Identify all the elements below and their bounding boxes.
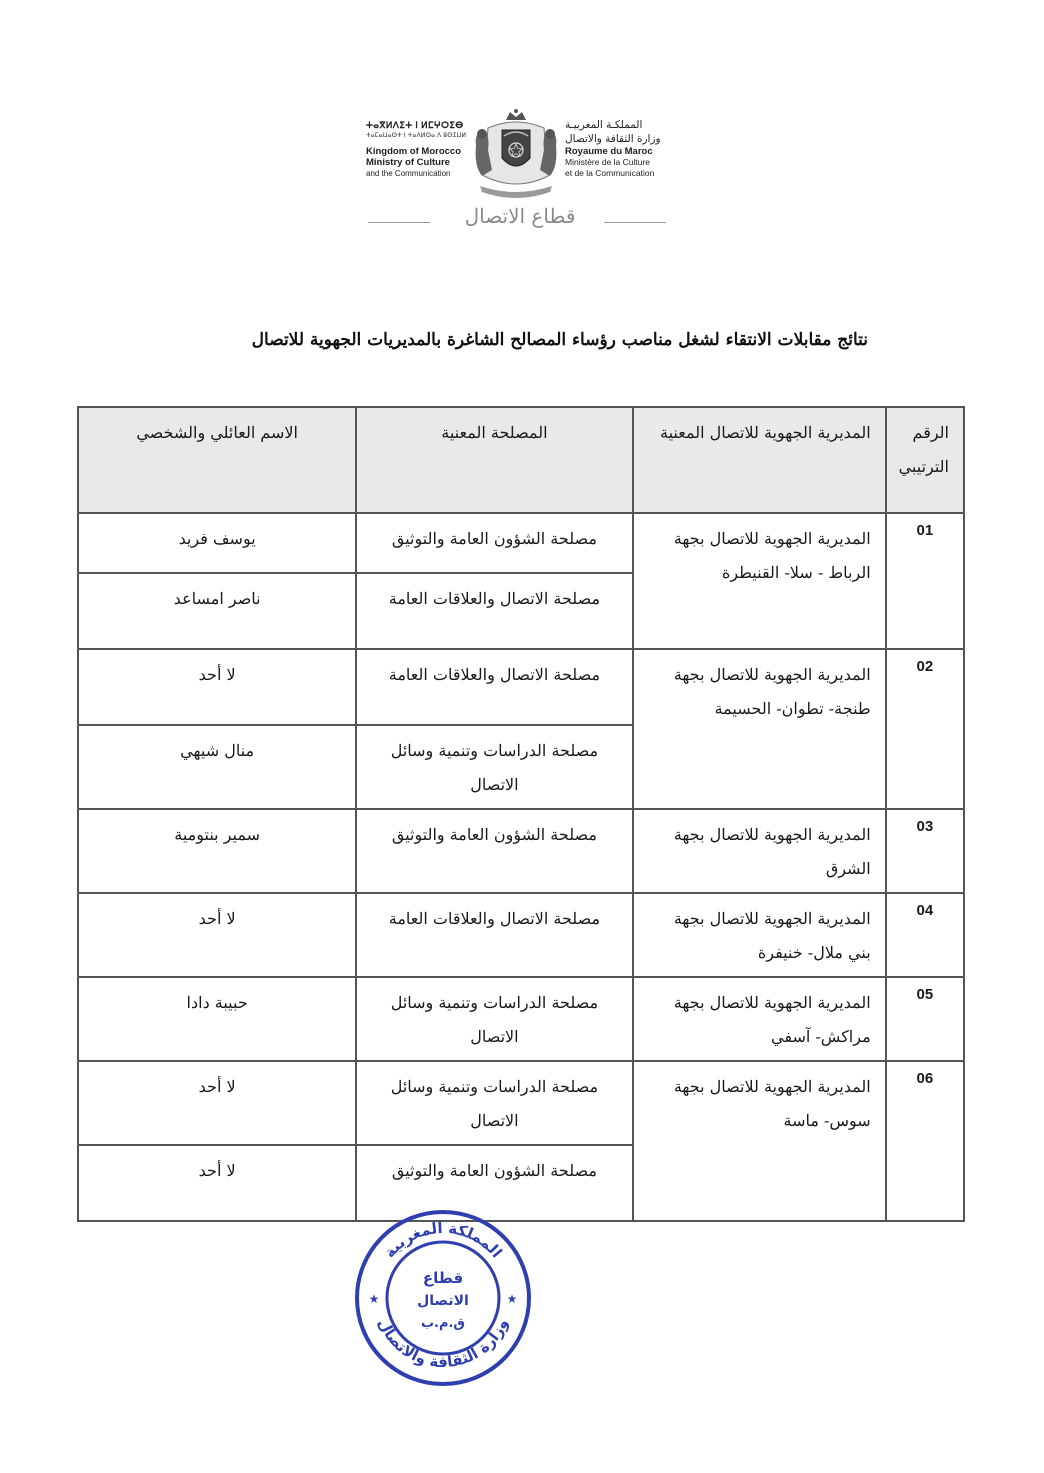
row-directorate: المديرية الجهوية للاتصال بجهة طنجة- تطوان- الحسيمة xyxy=(633,649,886,809)
stamp-star-left-icon: ★ xyxy=(368,1292,380,1306)
row-directorate: المديرية الجهوية للاتصال بجهة سوس- ماسة xyxy=(633,1061,886,1221)
row-service: مصلحة الدراسات وتنمية وسائل الاتصال xyxy=(356,725,632,809)
row-number: 04 xyxy=(886,893,964,977)
row-number: 05 xyxy=(886,977,964,1061)
row-service: مصلحة الدراسات وتنمية وسائل الاتصال xyxy=(356,977,632,1061)
row-number: 02 xyxy=(886,649,964,809)
row-number: 03 xyxy=(886,809,964,893)
sector-line-left xyxy=(368,222,430,223)
stamp-center-line1: قطاع xyxy=(422,1269,464,1287)
row-number: 01 xyxy=(886,513,964,649)
row-service: مصلحة الشؤون العامة والتوثيق xyxy=(356,1145,632,1221)
french-kingdom: Royaume du Maroc xyxy=(565,146,653,157)
row-name: يوسف فريد xyxy=(78,513,356,573)
table-row xyxy=(78,1061,964,1145)
french-ministry: Ministère de la Culture xyxy=(565,157,651,167)
table-row xyxy=(78,809,964,893)
letterhead-left-block xyxy=(366,120,470,179)
sector-label: قطاع الاتصال xyxy=(464,204,576,228)
row-service: مصلحة الاتصال والعلاقات العامة xyxy=(356,573,632,649)
table-row xyxy=(78,977,964,1061)
row-directorate: المديرية الجهوية للاتصال بجهة الشرق xyxy=(633,809,886,893)
tifinagh-kingdom: ⵜⴰⴳⵍⴷⵉⵜ ⵏ ⵍⵎⵖⵔⵉⴱ xyxy=(366,120,464,130)
french-communication: et de la Communication xyxy=(565,168,655,178)
english-kingdom: Kingdom of Morocco xyxy=(366,146,461,157)
table-row xyxy=(78,649,964,725)
header-directorate: المديرية الجهوية للاتصال المعنية xyxy=(633,407,886,513)
row-directorate: المديرية الجهوية للاتصال بجهة الرباط - سلا- القنيطرة xyxy=(633,513,886,649)
stamp-center-line2: الاتصال xyxy=(417,1293,469,1309)
letterhead-right-block xyxy=(565,118,677,179)
arabic-kingdom: المملكـة المغربيـة xyxy=(565,119,643,131)
stamp-center-line3: ق.م.ب xyxy=(420,1316,466,1331)
row-service: مصلحة الشؤون العامة والتوثيق xyxy=(356,513,632,573)
row-name: حبيبة دادا xyxy=(78,977,356,1061)
header-name: الاسم العائلي والشخصي xyxy=(78,407,356,513)
row-number: 06 xyxy=(886,1061,964,1221)
results-table xyxy=(77,406,965,1222)
english-ministry: Ministry of Culture xyxy=(366,157,450,168)
coat-of-arms-icon xyxy=(470,106,562,202)
tifinagh-ministry: ⵜⴰⵎⴰⵡⴰⵙⵜ ⵏ ⵜⴰⴷⵍⵙⴰ ⴷ ⵓⵙⵉⵡⵍ xyxy=(366,133,467,139)
row-service: مصلحة الاتصال والعلاقات العامة xyxy=(356,893,632,977)
letterhead xyxy=(360,106,680,240)
table-header-row xyxy=(78,407,964,513)
english-communication: and the Communication xyxy=(366,169,451,178)
row-service: مصلحة الدراسات وتنمية وسائل الاتصال xyxy=(356,1061,632,1145)
stamp-star-right-icon: ★ xyxy=(506,1292,518,1306)
row-name: سمير بنتومية xyxy=(78,809,356,893)
table-row xyxy=(78,513,964,573)
row-name: منال شيهي xyxy=(78,725,356,809)
header-number: الرقم الترتيبي xyxy=(886,407,964,513)
row-service: مصلحة الاتصال والعلاقات العامة xyxy=(356,649,632,725)
stamp-ring-bottom: وزارة الثقافة والاتصال xyxy=(374,1315,512,1371)
row-name: ناصر امساعد xyxy=(78,573,356,649)
row-service: مصلحة الشؤون العامة والتوثيق xyxy=(356,809,632,893)
row-name: لا أحد xyxy=(78,893,356,977)
row-name: لا أحد xyxy=(78,1145,356,1221)
row-name: لا أحد xyxy=(78,1061,356,1145)
official-stamp xyxy=(352,1207,534,1389)
row-directorate: المديرية الجهوية للاتصال بجهة بني ملال- خنيفرة xyxy=(633,893,886,977)
sector-line-right xyxy=(604,222,666,223)
arabic-ministry: وزارة الثقافة والاتصال xyxy=(565,133,661,145)
sector-banner xyxy=(360,204,680,228)
row-directorate: المديرية الجهوية للاتصال بجهة مراكش- آسفي xyxy=(633,977,886,1061)
document-title: نتائج مقابلات الانتقاء لشغل مناصب رؤساء المصالح الشاغرة بالمديريات الجهوية للاتصال xyxy=(251,330,868,350)
header-service: المصلحة المعنية xyxy=(356,407,632,513)
stamp-ring-top: المملكة المغربية xyxy=(380,1218,506,1262)
row-name: لا أحد xyxy=(78,649,356,725)
table-row xyxy=(78,893,964,977)
